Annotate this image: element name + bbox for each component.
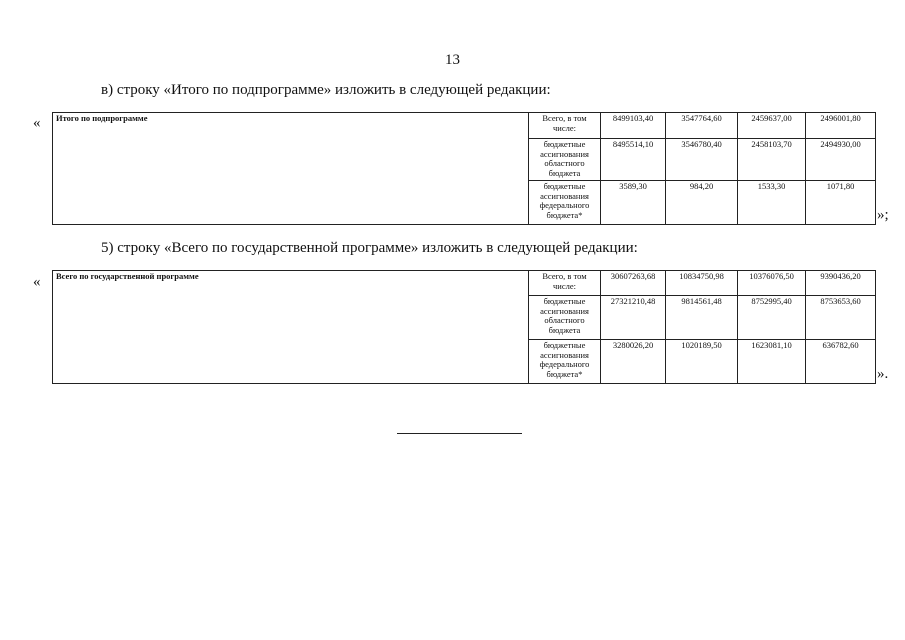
subprogram-total-table bbox=[52, 112, 876, 225]
section-v-heading: в) строку «Итого по подпрограмме» изложить в следующей редакции: bbox=[101, 82, 551, 98]
value-cell: 30607263,68 bbox=[601, 271, 666, 296]
value-cell: 1623081,10 bbox=[738, 340, 806, 384]
value-cell: 1020189,50 bbox=[666, 340, 738, 384]
value-cell: 2494930,00 bbox=[806, 139, 876, 181]
section-5-quote-open: « bbox=[33, 274, 41, 290]
value-cell: 8495514,10 bbox=[601, 139, 666, 181]
section-5-quote-close: ». bbox=[877, 366, 889, 382]
value-cell: 1533,30 bbox=[738, 181, 806, 225]
row-label: Всего по государственной программе bbox=[53, 271, 529, 384]
value-cell: 2496001,80 bbox=[806, 113, 876, 139]
section-v-quote-open: « bbox=[33, 115, 41, 131]
value-cell: 8752995,40 bbox=[738, 296, 806, 340]
table-row bbox=[53, 113, 876, 139]
page-number: 13 bbox=[445, 52, 460, 68]
sub-label: бюджетные ассигнования областного бюджета bbox=[529, 296, 601, 340]
value-cell: 3280026,20 bbox=[601, 340, 666, 384]
sub-label: бюджетные ассигнования федерального бюджета* bbox=[529, 340, 601, 384]
value-cell: 2458103,70 bbox=[738, 139, 806, 181]
value-cell: 8499103,40 bbox=[601, 113, 666, 139]
end-divider bbox=[397, 433, 522, 434]
table-row bbox=[53, 271, 876, 296]
sub-label: Всего, в том числе: bbox=[529, 113, 601, 139]
value-cell: 3589,30 bbox=[601, 181, 666, 225]
value-cell: 10376076,50 bbox=[738, 271, 806, 296]
value-cell: 27321210,48 bbox=[601, 296, 666, 340]
section-v-quote-close: »; bbox=[877, 207, 889, 223]
value-cell: 636782,60 bbox=[806, 340, 876, 384]
value-cell: 8753653,60 bbox=[806, 296, 876, 340]
value-cell: 3546780,40 bbox=[666, 139, 738, 181]
program-total-table bbox=[52, 270, 876, 384]
section-5-heading: 5) строку «Всего по государственной программе» изложить в следующей редакции: bbox=[101, 240, 638, 256]
value-cell: 3547764,60 bbox=[666, 113, 738, 139]
value-cell: 1071,80 bbox=[806, 181, 876, 225]
value-cell: 9814561,48 bbox=[666, 296, 738, 340]
value-cell: 2459637,00 bbox=[738, 113, 806, 139]
value-cell: 984,20 bbox=[666, 181, 738, 225]
value-cell: 9390436,20 bbox=[806, 271, 876, 296]
sub-label: Всего, в том числе: bbox=[529, 271, 601, 296]
sub-label: бюджетные ассигнования федерального бюджета* bbox=[529, 181, 601, 225]
row-label: Итого по подпрограмме bbox=[53, 113, 529, 225]
value-cell: 10834750,98 bbox=[666, 271, 738, 296]
sub-label: бюджетные ассигнования областного бюджета bbox=[529, 139, 601, 181]
